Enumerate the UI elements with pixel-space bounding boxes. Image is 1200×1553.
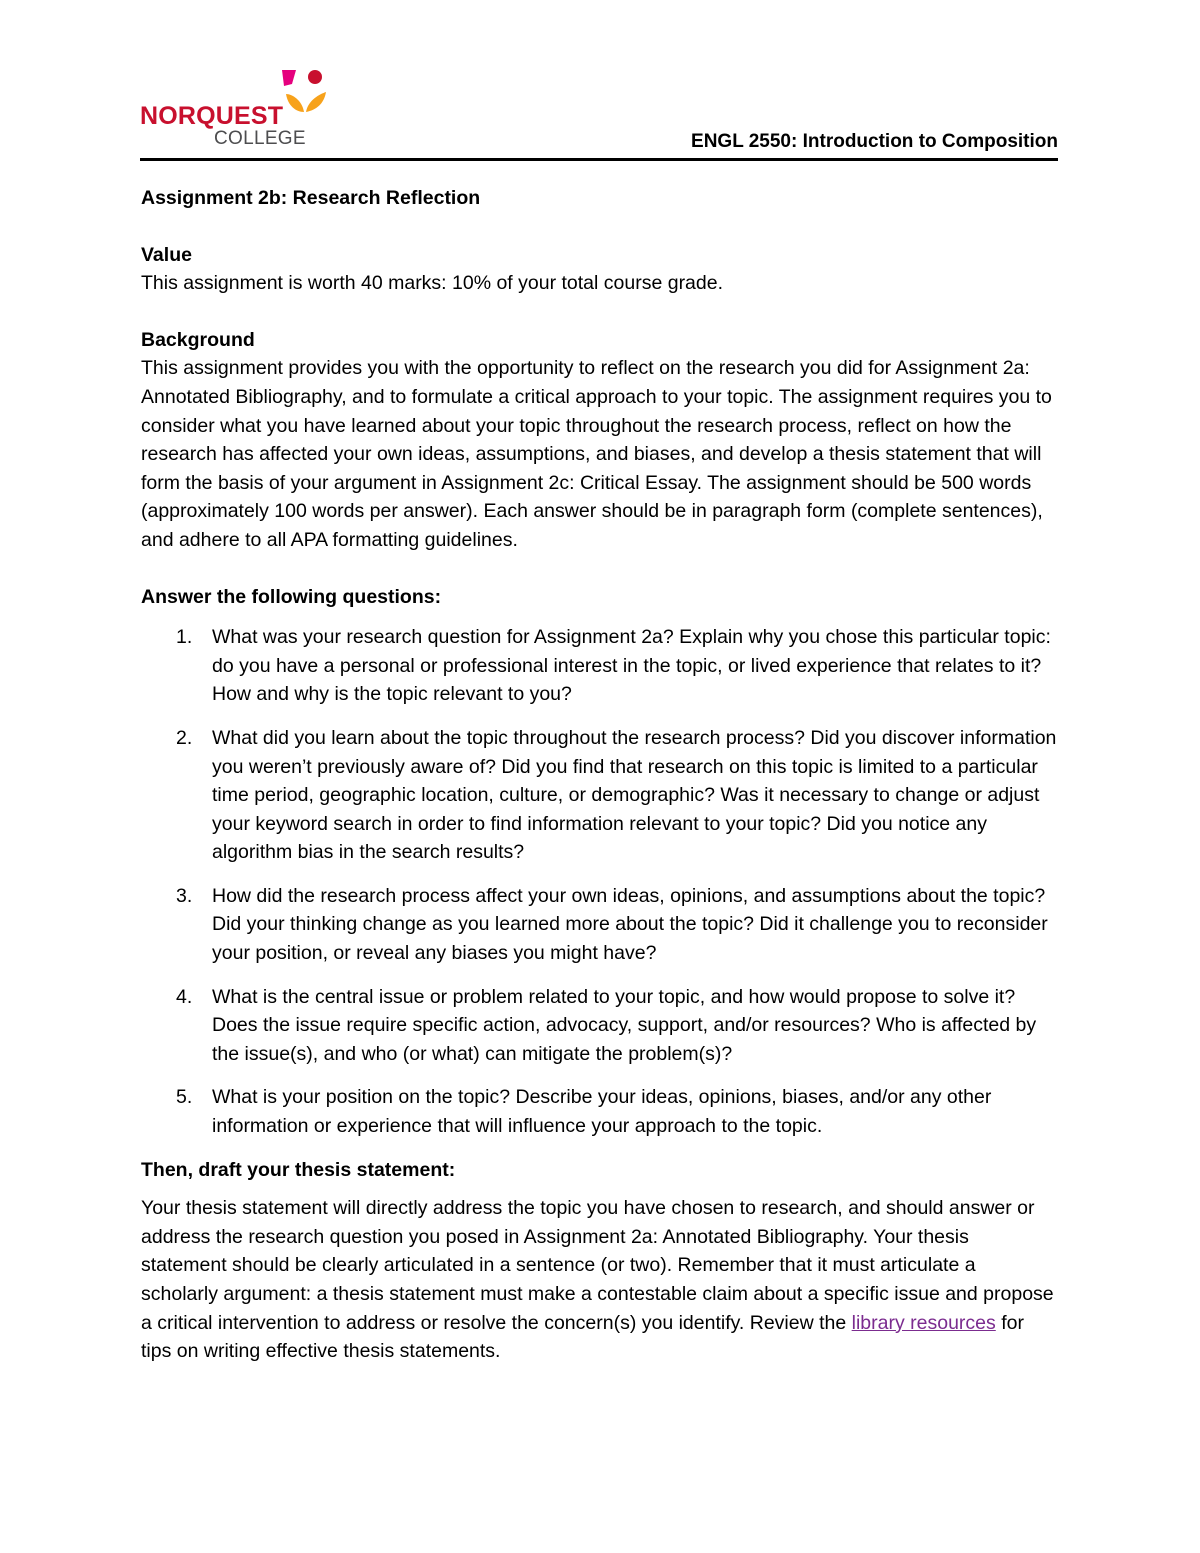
list-item	[141, 623, 1057, 709]
list-item-number: 1.	[176, 626, 193, 649]
value-text: This assignment is worth 40 marks: 10% of your total course grade.	[141, 272, 724, 295]
background-heading: Background	[141, 328, 255, 351]
list-item	[141, 882, 1057, 968]
list-item	[141, 724, 1057, 867]
thesis-heading: Then, draft your thesis statement:	[141, 1158, 456, 1181]
header-divider	[140, 158, 1058, 161]
questions-heading: Answer the following questions:	[141, 585, 442, 608]
list-item	[141, 983, 1057, 1069]
list-item-number: 2.	[176, 726, 193, 749]
norquest-college-logo	[140, 68, 340, 152]
list-item-text: What is the central issue or problem related to your topic, and how would propose to solve it? Does the issue require specific action, advocacy, support, and/or resources? Who is affected by the issue(s), and who (or what) can mitigate the problem(s)?	[212, 985, 1037, 1065]
college-logo-mark-icon	[280, 68, 328, 118]
thesis-paragraph	[141, 1194, 1057, 1366]
list-item-text: What is your position on the topic? Describe your ideas, opinions, biases, and/or any other information or experience that will influence your approach to the topic.	[212, 1086, 992, 1138]
background-text: This assignment provides you with the opportunity to reflect on the research you did for Assignment 2a: Annotated Bibliography, and to formulate a critical approach to your topic. The assignment requires you to consider what you have learned about your topic throughout the research process, reflect on how the research has affected your own ideas, assumptions, and biases, and develop a thesis statement that will form the basis of your argument in Assignment 2c: Critical Essay. The assignment should be 500 words (approximately 100 words per answer). Each answer should be in paragraph form (complete sentences), and adhere to all APA formatting guidelines.	[141, 357, 1052, 551]
document-body	[141, 184, 1057, 1366]
logo-subtitle: COLLEGE	[214, 128, 306, 149]
list-item-text: What did you learn about the topic throughout the research process? Did you discover information you weren’t previously aware of? Did you find that research on this topic is limited to a particular time period, geographic location, culture, or demographic? Was it necessary to change or adjust your keyword search in order to find information relevant to your topic? Did you notice any algorithm bias in the search results?	[212, 726, 1057, 864]
assignment-title: Assignment 2b: Research Reflection	[141, 187, 481, 209]
list-item-number: 3.	[176, 884, 193, 907]
thesis-text-before: Your thesis statement will directly address the topic you have chosen to research, and should answer or address the research question you posed in Assignment 2a: Annotated Bibliography. Your thesis statement should be clearly articulated in a sentence (or two). Remember that it must articulate a scholarly argument: a thesis statement must make a contestable claim about a specific issue and propose a critical intervention to address or resolve the concern(s) you identify. Review the	[141, 1197, 1054, 1334]
list-item-text: How did the research process affect your own ideas, opinions, and assumptions about the topic? Did your thinking change as you learned more about the topic? Did it challenge you to reconsider your position, or reveal any biases you might have?	[212, 884, 1048, 965]
questions-list	[141, 623, 1057, 1141]
logo-name: NORQUEST	[140, 102, 284, 130]
list-item-number: 4.	[176, 985, 193, 1008]
list-item	[141, 1083, 1057, 1140]
course-title: ENGL 2550: Introduction to Composition	[691, 131, 1058, 152]
list-item-text: What was your research question for Assignment 2a? Explain why you chose this particular topic: do you have a personal or professional interest in the topic, or lived experience that relates to it? How and why is the topic relevant to you?	[212, 626, 1051, 706]
value-heading: Value	[141, 243, 192, 266]
list-item-number: 5.	[176, 1086, 193, 1109]
library-resources-link[interactable]: library resources	[851, 1311, 996, 1334]
thesis-text-after: for tips on writing effective thesis statements.	[141, 1311, 1024, 1363]
